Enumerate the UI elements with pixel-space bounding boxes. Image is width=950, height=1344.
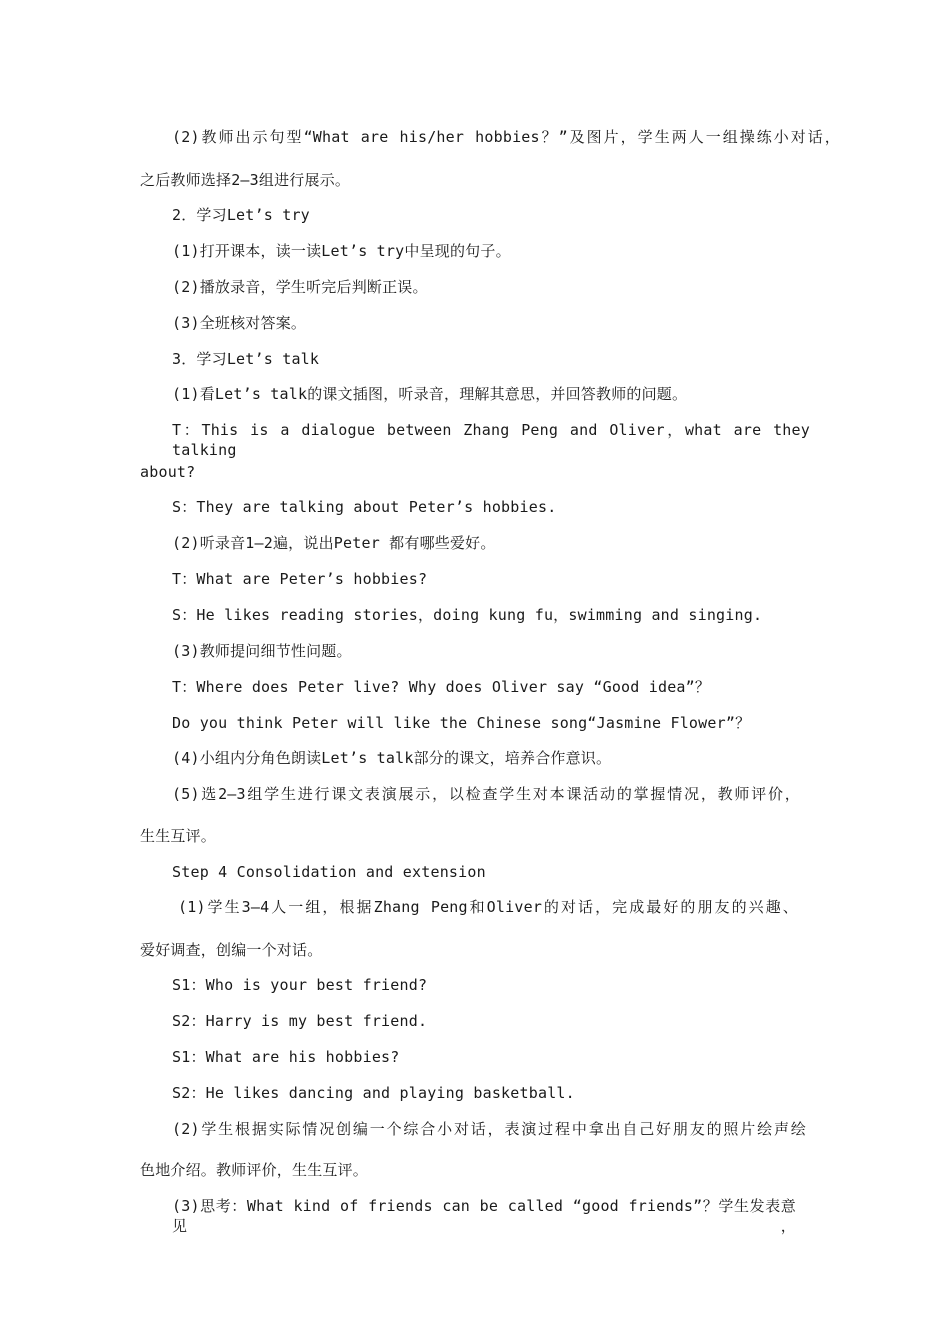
section-heading: Step 4 Consolidation and extension (172, 863, 486, 881)
text-line: 爱好调查，创编一个对话。 (140, 941, 323, 959)
section-heading: 3．学习Let’s talk (172, 350, 320, 368)
dialogue-line: S2：Harry is my best friend. (172, 1012, 428, 1030)
text-line: 色地介绍。教师评价，生生互评。 (140, 1161, 369, 1179)
text-line: (2)播放录音，学生听完后判断正误。 (172, 278, 428, 296)
text-line: T：This is a dialogue between Zhang Peng and Oliver，what are they talking (172, 421, 810, 459)
text-line: (3)思考：What kind of friends can be called “good friends”？学生发表意见， (172, 1197, 796, 1235)
text-line: S：He likes reading stories，doing kung fu，swimming and singing. (172, 606, 763, 624)
text-line: Do you think Peter will like the Chinese song“Jasmine Flower”？ (172, 714, 751, 732)
text-line: (3)全班核对答案。 (172, 314, 307, 332)
text-line: (5)选2—3组学生进行课文表演展示，以检查学生对本课活动的掌握情况，教师评价， (172, 785, 800, 803)
text-line: 之后教师选择2—3组进行展示。 (140, 171, 351, 189)
dialogue-line: S2：He likes dancing and playing basketball. (172, 1084, 575, 1102)
text-line: (4)小组内分角色朗读Let’s talk部分的课文，培养合作意识。 (172, 749, 612, 767)
text-line: (2)学生根据实际情况创编一个综合小对话，表演过程中拿出自己好朋友的照片绘声绘 (172, 1120, 806, 1138)
text-line: T：Where does Peter live? Why does Oliver say “Good idea”？ (172, 678, 711, 696)
text-line: 生生互评。 (140, 827, 217, 845)
text-line: (1)看Let’s talk的课文插图，听录音，理解其意思，并回答教师的问题。 (172, 385, 688, 403)
text-line: (2)教师出示句型“What are his/her hobbies？”及图片，学生两人一组操练小对话， (172, 128, 840, 146)
text-line: S：They are talking about Peter’s hobbies. (172, 498, 557, 516)
text-line: (3)教师提问细节性问题。 (172, 642, 352, 660)
text-line: about? (140, 463, 196, 481)
dialogue-line: S1：Who is your best friend? (172, 976, 428, 994)
text-line: (1)学生3—4人一组，根据Zhang Peng和Oliver的对话，完成最好的朋友的兴趣、 (178, 898, 798, 916)
section-heading: 2．学习Let’s try (172, 206, 310, 224)
text-line: T：What are Peter’s hobbies? (172, 570, 428, 588)
text-line: (2)听录音1—2遍，说出Peter 都有哪些爱好。 (172, 534, 496, 552)
text-line: (1)打开课本，读一读Let’s try中呈现的句子。 (172, 242, 511, 260)
dialogue-line: S1：What are his hobbies? (172, 1048, 400, 1066)
